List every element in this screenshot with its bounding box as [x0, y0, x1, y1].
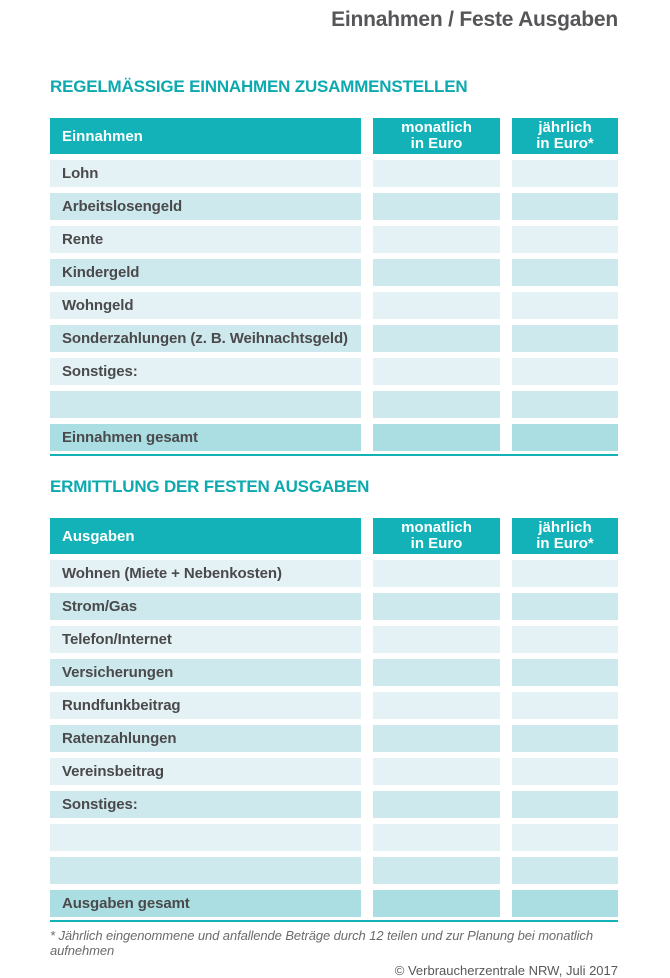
- expenses-row-8-yearly-cell[interactable]: [512, 824, 618, 851]
- income-header-col2: [373, 118, 500, 154]
- expenses-row-0-yearly-cell[interactable]: [512, 560, 618, 587]
- income-row-3-yearly-cell[interactable]: [512, 259, 618, 286]
- expenses-header-col2: [373, 518, 500, 554]
- expenses-row-7-yearly-cell[interactable]: [512, 791, 618, 818]
- income-header-col2-line1: monatlich: [401, 119, 472, 136]
- income-row-5-yearly-cell[interactable]: [512, 325, 618, 352]
- income-row-0-monthly-cell[interactable]: [373, 160, 500, 187]
- expenses-header-col1: Ausgaben: [50, 518, 361, 554]
- document-title: Einnahmen / Feste Ausgaben: [331, 8, 618, 31]
- expenses-row-3-yearly-cell[interactable]: [512, 659, 618, 686]
- income-row-6-yearly-cell[interactable]: [512, 358, 618, 385]
- expenses-row-6-monthly-cell[interactable]: [373, 758, 500, 785]
- expenses-row-3-monthly-cell[interactable]: [373, 659, 500, 686]
- expenses-header-col2-line2: in Euro: [410, 535, 463, 552]
- expenses-row-1-yearly-cell[interactable]: [512, 593, 618, 620]
- expenses-row-3-label: Versicherungen: [50, 659, 361, 686]
- expenses-row-5-label: Ratenzahlungen: [50, 725, 361, 752]
- income-row-7-yearly-cell[interactable]: [512, 391, 618, 418]
- expenses-row-6-label: Vereinsbeitrag: [50, 758, 361, 785]
- income-row-4-yearly-cell[interactable]: [512, 292, 618, 319]
- income-row-8-label: Einnahmen gesamt: [50, 424, 361, 451]
- expenses-row-7-label: Sonstiges:: [50, 791, 361, 818]
- expenses-header-col2-line1: monatlich: [401, 519, 472, 536]
- expenses-row-9-yearly-cell[interactable]: [512, 857, 618, 884]
- expenses-header-col3-line2: in Euro*: [536, 535, 594, 552]
- expenses-row-1-monthly-cell[interactable]: [373, 593, 500, 620]
- income-row-7-monthly-cell[interactable]: [373, 391, 500, 418]
- income-row-2-yearly-cell[interactable]: [512, 226, 618, 253]
- expenses-table: [50, 518, 618, 917]
- expenses-table-underline: [50, 920, 618, 922]
- income-row-5-monthly-cell[interactable]: [373, 325, 500, 352]
- income-row-1-monthly-cell[interactable]: [373, 193, 500, 220]
- income-row-1-label: Arbeitslosengeld: [50, 193, 361, 220]
- income-row-0-label: Lohn: [50, 160, 361, 187]
- expenses-row-10-yearly-cell[interactable]: [512, 890, 618, 917]
- income-table-underline: [50, 454, 618, 456]
- income-row-6-label: Sonstiges:: [50, 358, 361, 385]
- expenses-row-10-label: Ausgaben gesamt: [50, 890, 361, 917]
- income-row-4-monthly-cell[interactable]: [373, 292, 500, 319]
- expenses-row-5-monthly-cell[interactable]: [373, 725, 500, 752]
- expenses-section-heading: ERMITTLUNG DER FESTEN AUSGABEN: [50, 477, 370, 496]
- expenses-row-1-label: Strom/Gas: [50, 593, 361, 620]
- expenses-row-2-monthly-cell[interactable]: [373, 626, 500, 653]
- expenses-row-4-monthly-cell[interactable]: [373, 692, 500, 719]
- expenses-row-4-yearly-cell[interactable]: [512, 692, 618, 719]
- income-row-2-monthly-cell[interactable]: [373, 226, 500, 253]
- expenses-row-2-yearly-cell[interactable]: [512, 626, 618, 653]
- expenses-row-9-monthly-cell[interactable]: [373, 857, 500, 884]
- income-row-6-monthly-cell[interactable]: [373, 358, 500, 385]
- expenses-header-col3-line1: jährlich: [538, 519, 592, 536]
- income-row-8-yearly-cell[interactable]: [512, 424, 618, 451]
- expenses-row-2-label: Telefon/Internet: [50, 626, 361, 653]
- expenses-row-9-label: [50, 857, 361, 884]
- income-header-col1: Einnahmen: [50, 118, 361, 154]
- income-row-1-yearly-cell[interactable]: [512, 193, 618, 220]
- income-row-5-label: Sonderzahlungen (z. B. Weihnachtsgeld): [50, 325, 361, 352]
- income-section-heading: REGELMÄSSIGE EINNAHMEN ZUSAMMENSTELLEN: [50, 77, 468, 96]
- income-row-8-monthly-cell[interactable]: [373, 424, 500, 451]
- income-table: [50, 118, 618, 451]
- income-row-0-yearly-cell[interactable]: [512, 160, 618, 187]
- expenses-row-0-monthly-cell[interactable]: [373, 560, 500, 587]
- income-header-col3-line2: in Euro*: [536, 135, 594, 152]
- income-header-col2-line2: in Euro: [410, 135, 463, 152]
- expenses-row-7-monthly-cell[interactable]: [373, 791, 500, 818]
- expenses-row-5-yearly-cell[interactable]: [512, 725, 618, 752]
- income-row-3-monthly-cell[interactable]: [373, 259, 500, 286]
- income-header-col3-line1: jährlich: [538, 119, 592, 136]
- expenses-row-10-monthly-cell[interactable]: [373, 890, 500, 917]
- expenses-row-8-monthly-cell[interactable]: [373, 824, 500, 851]
- income-row-3-label: Kindergeld: [50, 259, 361, 286]
- income-row-2-label: Rente: [50, 226, 361, 253]
- expenses-row-4-label: Rundfunkbeitrag: [50, 692, 361, 719]
- income-row-4-label: Wohngeld: [50, 292, 361, 319]
- expenses-header-col3: [512, 518, 618, 554]
- copyright-notice: © Verbraucherzentrale NRW, Juli 2017: [394, 963, 618, 978]
- income-row-7-label: [50, 391, 361, 418]
- income-header-col3: [512, 118, 618, 154]
- expenses-row-8-label: [50, 824, 361, 851]
- worksheet-page: [50, 0, 618, 978]
- expenses-row-0-label: Wohnen (Miete + Nebenkosten): [50, 560, 361, 587]
- footnote: * Jährlich eingenommene und anfallende Beträge durch 12 teilen und zur Planung bei monatlich aufnehmen: [50, 928, 593, 958]
- expenses-row-6-yearly-cell[interactable]: [512, 758, 618, 785]
